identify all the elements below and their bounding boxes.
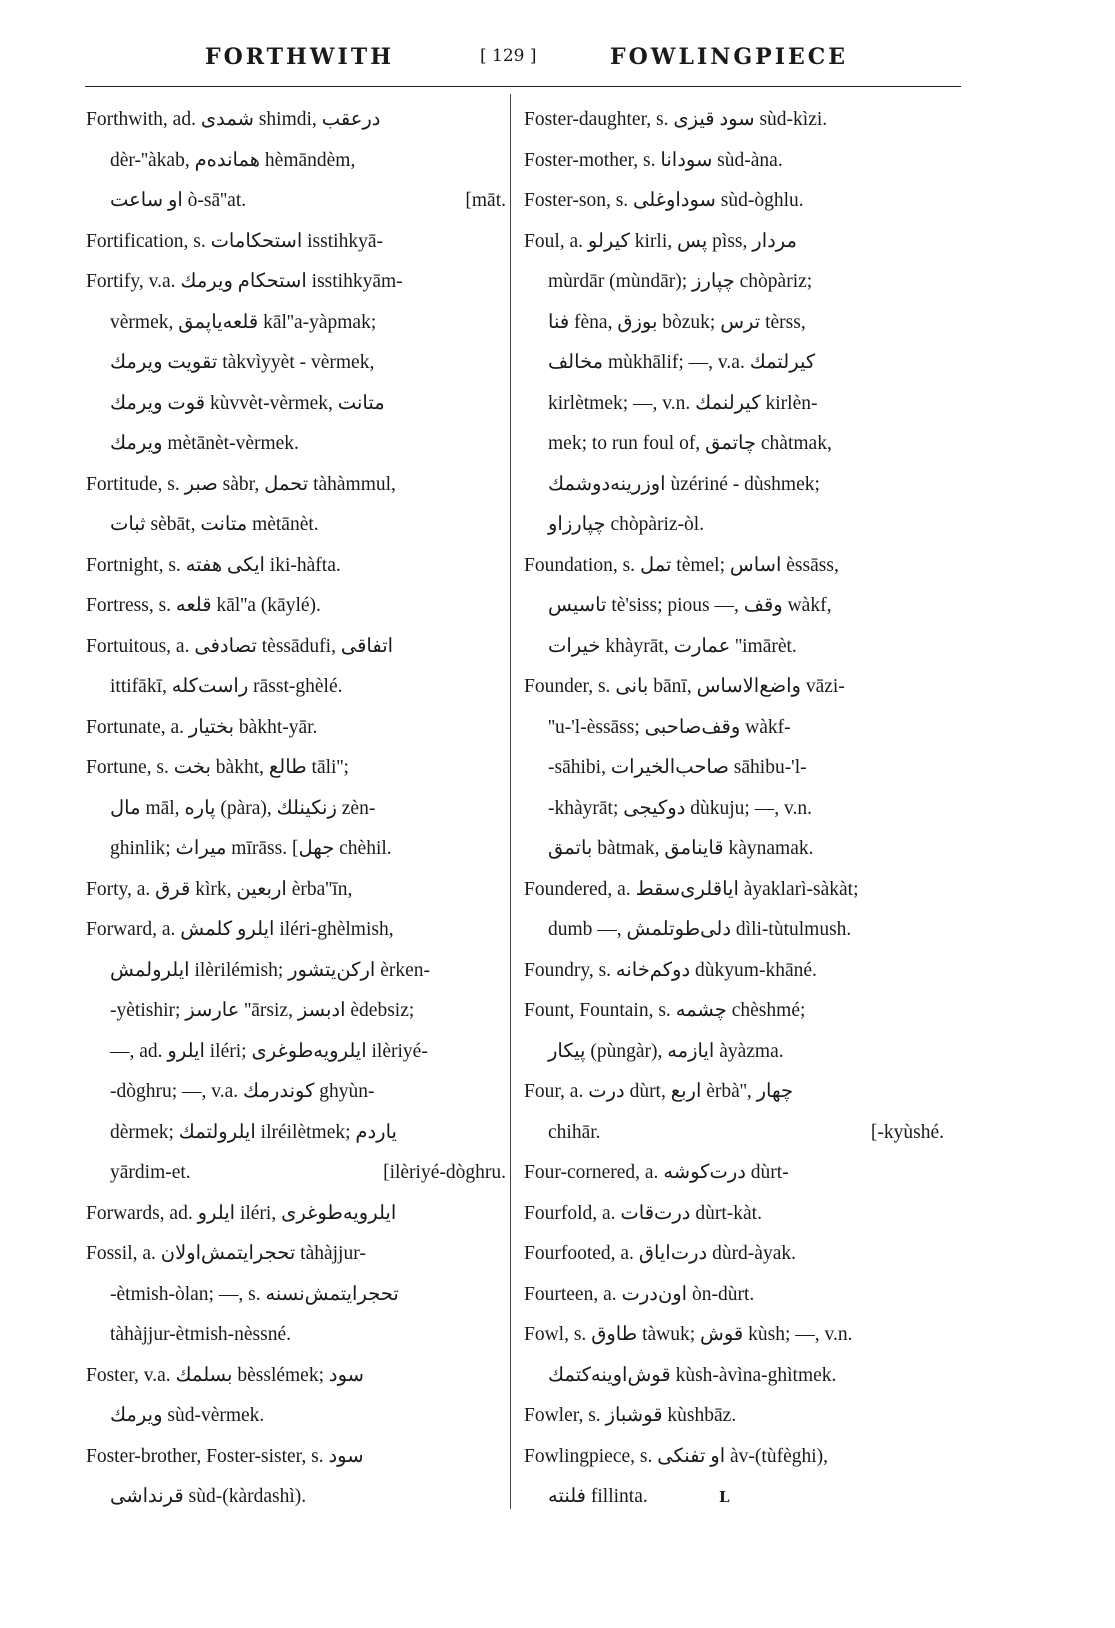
dictionary-line [524, 748, 944, 789]
dictionary-line [524, 951, 944, 992]
dictionary-line [86, 748, 506, 789]
dictionary-line [86, 1072, 506, 1113]
entry-text: dèr-''àkab, همانده‌م hèmāndèm, [110, 149, 356, 171]
entry-text: Foundered, a. ایاقلری‌سقط àyaklarì-sàkàt; [524, 878, 859, 900]
dictionary-line [86, 1315, 506, 1356]
entry-text: خیرات khàyrāt, عمارت ''imārèt. [548, 635, 797, 657]
dictionary-line [86, 586, 506, 627]
entry-text: Fortnight, s. ایکی هفته iki-hàfta. [86, 554, 341, 576]
dictionary-line [86, 141, 506, 182]
entry-text: مخالف mùkhālif; —, v.a. کیرلتمك [548, 352, 816, 373]
entry-text: dumb —, دلی‌طوتلمش dìli-tùtulmush. [548, 919, 852, 940]
right-column [524, 100, 944, 1518]
entry-text: Fortify, v.a. استحکام ویرمك isstihkyām- [86, 271, 403, 292]
entry-text: Fortune, s. بخت bàkht, طالع tāli''; [86, 757, 349, 778]
page-header [85, 40, 955, 80]
entry-text: Foundation, s. تمل tèmel; اساس èssāss, [524, 554, 839, 576]
entry-text: Founder, s. بانی bānī, واضع‌الاساس vāzi- [524, 676, 845, 697]
entry-text: Fount, Fountain, s. چشمه chèshmé; [524, 1000, 806, 1021]
dictionary-line [86, 1396, 506, 1437]
entry-text: ittifākī, راست‌کله rāsst-ghèlé. [110, 676, 343, 697]
dictionary-line [86, 465, 506, 506]
entry-text: -dòghru; —, v.a. کوندرمك ghyùn- [110, 1081, 375, 1102]
entry-text: Fourfold, a. درت‌قات dùrt-kàt. [524, 1202, 762, 1224]
signature-mark: L [719, 1488, 730, 1506]
entry-text: Forward, a. ایلرو کلمش iléri-ghèlmish, [86, 919, 394, 940]
dictionary-line [86, 424, 506, 465]
entry-text: -ètmish-òlan; —, s. تحجرایتمش‌نسنه [110, 1283, 399, 1305]
entry-text: Fowl, s. طاوق tàwuk; قوش kùsh; —, v.n. [524, 1324, 853, 1345]
entry-text: باتمق bàtmak, قاینامق kàynamak. [548, 838, 814, 859]
entry-text: Fortitude, s. صبر sàbr, تحمل tàhàmmul, [86, 473, 396, 495]
dictionary-line [86, 303, 506, 344]
entry-text: ایلرولمش ilèrilémish; ارکن‌یتشور èrken- [110, 959, 430, 981]
dictionary-line [86, 1113, 506, 1154]
dictionary-line [86, 1194, 506, 1235]
runover-text: [ilèriyé-dòghru. [383, 1162, 506, 1183]
dictionary-line [524, 1072, 944, 1113]
dictionary-line [86, 708, 506, 749]
dictionary-line [524, 1113, 944, 1154]
entry-text: Foundry, s. دوکم‌خانه dùkyum-khāné. [524, 959, 817, 981]
dictionary-line [524, 1437, 944, 1478]
dictionary-line [524, 141, 944, 182]
dictionary-line [86, 1477, 506, 1518]
entry-text: Forthwith, ad. شمدی shimdi, درعقب [86, 109, 381, 130]
entry-text: Foster, v.a. بسلمك bèsslémek; سود [86, 1364, 364, 1386]
entry-text: ثبات sèbāt, متانت mètānèt. [110, 514, 319, 535]
dictionary-line [524, 262, 944, 303]
entry-text: Foster-brother, Foster-sister, s. سود [86, 1445, 364, 1467]
dictionary-line [524, 829, 944, 870]
dictionary-line [86, 1356, 506, 1397]
entry-text: قوش‌اوینه‌کتمك kùsh-àvìna-ghìtmek. [548, 1364, 837, 1386]
dictionary-line [86, 546, 506, 587]
entry-text: Fortification, s. استحکامات isstihkyā- [86, 230, 383, 252]
entry-text: Four-cornered, a. درت‌کوشه dùrt- [524, 1162, 789, 1183]
entry-text: tàhàjjur-ètmish-nèssné. [110, 1324, 292, 1345]
entry-text: ''u-'l-èssāss; وقف‌صاحبی wàkf- [548, 716, 791, 738]
dictionary-line [86, 951, 506, 992]
entry-text: chihār. [548, 1121, 601, 1143]
entry-text: -khàyrāt; دوکیجی dùkuju; —, v.n. [548, 797, 812, 819]
dictionary-line [524, 424, 944, 465]
dictionary-line [524, 586, 944, 627]
dictionary-line [524, 1234, 944, 1275]
entry-text: Fortuitous, a. تصادفی tèssādufi, اتفاقی [86, 635, 394, 657]
dictionary-line [524, 465, 944, 506]
entry-text: Forwards, ad. ایلرو iléri, ایلرویه‌طوغری [86, 1202, 397, 1224]
entry-text: فنا fèna, بوزق bòzuk; ترس tèrss, [548, 311, 806, 333]
dictionary-line [524, 1477, 944, 1518]
entry-text: ghinlik; میراث mīrāss. [جهل chèhil. [110, 838, 392, 859]
dictionary-line [86, 343, 506, 384]
entry-text: mùrdār (mùndār); چپارز chòpàriz; [548, 271, 813, 292]
header-rule [85, 86, 961, 87]
dictionary-line [524, 1194, 944, 1235]
left-column [86, 100, 506, 1518]
entry-text: —, ad. ایلرو iléri; ایلرویه‌طوغری ilèriyé- [110, 1040, 428, 1062]
entry-text: yārdim-et. [110, 1162, 191, 1183]
entry-text: kirlètmek; —, v.n. کیرلنمك kirlèn- [548, 392, 818, 414]
dictionary-line [524, 546, 944, 587]
entry-text: Fortress, s. قلعه kāl''a (kāylé). [86, 595, 321, 616]
entry-text: Forty, a. قرق kìrk, اربعین èrba''īn, [86, 878, 353, 900]
page-number: [ 129 ] [480, 46, 537, 66]
entry-text: فلنته fillinta. [548, 1486, 648, 1507]
dictionary-line [524, 991, 944, 1032]
dictionary-line [524, 708, 944, 749]
entry-text: او ساعت ò-sā''at. [110, 190, 247, 211]
dictionary-line [86, 505, 506, 546]
dictionary-line [524, 303, 944, 344]
entry-text: مال māl, پاره (pàra), زنکینلك zèn- [110, 797, 376, 819]
dictionary-line [86, 789, 506, 830]
dictionary-line [524, 870, 944, 911]
dictionary-line [524, 181, 944, 222]
entry-text: چپارزاو chòpàriz-òl. [548, 514, 705, 535]
dictionary-line [86, 1153, 506, 1194]
dictionary-line [86, 910, 506, 951]
entry-text: قرنداشی sùd-(kàrdashì). [110, 1486, 307, 1507]
dictionary-line [524, 667, 944, 708]
dictionary-line [524, 343, 944, 384]
dictionary-line [86, 262, 506, 303]
dictionary-line [524, 505, 944, 546]
entry-text: Fowlingpiece, s. او تفنکی àv-(tùfèghi), [524, 1445, 829, 1467]
dictionary-line [86, 667, 506, 708]
dictionary-line [86, 1032, 506, 1073]
dictionary-line [86, 222, 506, 263]
entry-text: Fourteen, a. اون‌درت òn-dùrt. [524, 1283, 755, 1305]
dictionary-line [86, 100, 506, 141]
dictionary-line [524, 100, 944, 141]
entry-text: Fowler, s. قوشباز kùshbāz. [524, 1405, 737, 1426]
dictionary-line [524, 1396, 944, 1437]
header-first-word: FORTHWITH [205, 44, 394, 70]
dictionary-line [86, 1234, 506, 1275]
entry-text: -yètishir; عارسز ''ārsiz, ادبسز èdebsiz; [110, 1000, 415, 1021]
entry-text: Four, a. درت dùrt, اربع èrbà'', چهار [524, 1081, 793, 1102]
entry-text: Fossil, a. تحجرایتمش‌اولان tàhàjjur- [86, 1243, 366, 1264]
entry-text: vèrmek, قلعه‌یاپمق kāl''a-yàpmak; [110, 311, 377, 333]
entry-text: اوزرینه‌دوشمك ùzériné - dùshmek; [548, 473, 820, 495]
entry-text: قوت ویرمك kùvvèt-vèrmek, متانت [110, 392, 385, 414]
entry-text: تاسیس tè'siss; pious —, وقف wàkf, [548, 595, 832, 616]
dictionary-line [86, 991, 506, 1032]
dictionary-line [524, 222, 944, 263]
entry-text: ویرمك sùd-vèrmek. [110, 1405, 265, 1426]
dictionary-line [86, 1275, 506, 1316]
entry-text: Fortunate, a. بختیار bàkht-yār. [86, 716, 318, 738]
runover-text: [māt. [465, 190, 506, 211]
dictionary-line [524, 1356, 944, 1397]
dictionary-line [524, 910, 944, 951]
runover-text: [-kyùshé. [870, 1121, 944, 1143]
dictionary-line [524, 384, 944, 425]
dictionary-line [524, 1315, 944, 1356]
dictionary-line [524, 627, 944, 668]
entry-text: -sāhibi, صاحب‌الخیرات sāhibu-'l- [548, 757, 807, 778]
dictionary-line [524, 1032, 944, 1073]
dictionary-line [86, 181, 506, 222]
dictionary-line [524, 1275, 944, 1316]
entry-text: ویرمك mètānèt-vèrmek. [110, 433, 299, 454]
dictionary-line [86, 829, 506, 870]
entry-text: Foster-daughter, s. سود قیزی sùd-kìzi. [524, 109, 828, 130]
dictionary-line [86, 870, 506, 911]
dictionary-line [86, 384, 506, 425]
header-last-word: FOWLINGPIECE [610, 44, 849, 70]
entry-text: پیکار (pùngàr), ایازمه àyàzma. [548, 1040, 784, 1062]
entry-text: Foul, a. کیرلو kirli, پس pìss, مردار [524, 230, 798, 252]
entry-text: Fourfooted, a. درت‌ایاق dùrd-àyak. [524, 1243, 796, 1264]
dictionary-line [86, 627, 506, 668]
entry-text: تقویت ویرمك tàkvìyyèt - vèrmek, [110, 352, 375, 373]
dictionary-line [524, 789, 944, 830]
dictionary-line [86, 1437, 506, 1478]
entry-text: Foster-son, s. سوداوغلی sùd-òghlu. [524, 190, 804, 211]
entry-text: Foster-mother, s. سودانا sùd-àna. [524, 149, 783, 171]
column-divider [510, 94, 511, 1509]
dictionary-line [524, 1153, 944, 1194]
entry-text: dèrmek; ایلرولتمك ilréilètmek; یاردم [110, 1121, 397, 1143]
entry-text: mek; to run foul of, چاتمق chàtmak, [548, 433, 832, 454]
